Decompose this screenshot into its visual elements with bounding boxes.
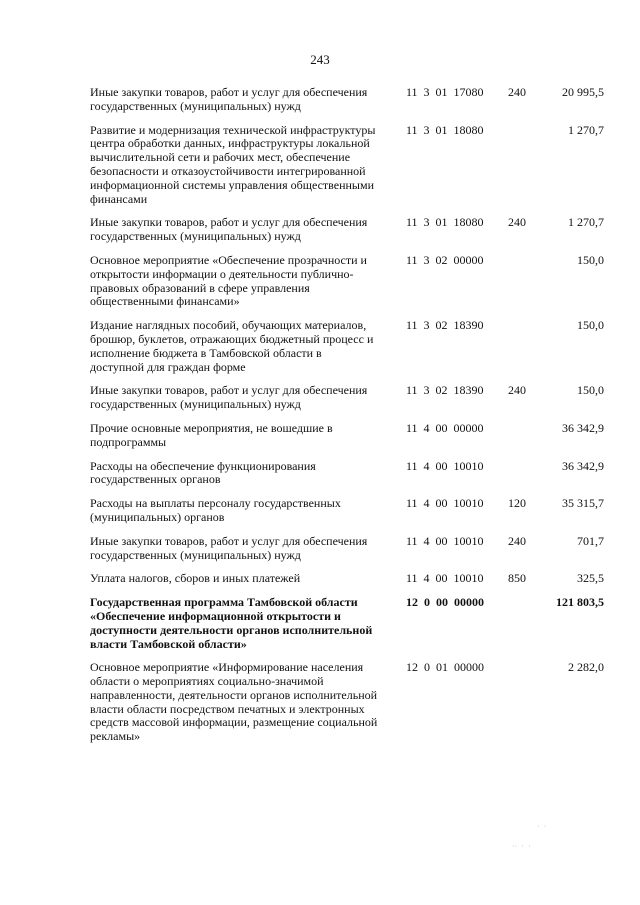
row-code: 11 4 00 10010 [406,458,484,473]
row-description: Расходы на обеспечение функционирования государственных органов [90,458,316,487]
row-description: Государственная программа Тамбовской области «Обеспечение информационной открытости и доступности деятельности органов исполнительной власти Тамбовской области» [90,595,373,651]
row-expense-type: 240 [508,533,526,548]
row-code: 12 0 00 00000 [406,595,484,610]
row-amount: 35 315,7 [562,496,604,511]
row-amount: 1 270,7 [568,215,604,230]
row-description: Иные закупки товаров, работ и услуг для обеспечения государственных (муниципальных) нужд [90,215,368,244]
table-row [90,384,610,412]
row-description: Иные закупки товаров, работ и услуг для обеспечения государственных (муниципальных) нужд [90,383,368,412]
row-description: Развитие и модернизация технической инфраструктуры центра обработки данных, инфраструктуры локальной вычислительной сети и рабочих мест, обеспечение безопасности и отказоустойчивости интегрированной информационной системы управления общественными финансами [90,122,376,206]
table-row [90,254,610,309]
table-row [90,460,610,488]
scan-speck-decoration: · · [537,822,547,831]
row-amount: 121 803,5 [556,595,604,610]
table-row [90,216,610,244]
row-amount: 701,7 [577,533,604,548]
table-row-program-heading [90,596,610,651]
table-row [90,319,610,374]
row-amount: 150,0 [577,383,604,398]
budget-table [90,86,610,754]
row-description: Прочие основные мероприятия, не вошедшие в подпрограммы [90,420,333,449]
table-row [90,86,610,114]
page-number: 243 [310,52,330,67]
row-description: Расходы на выплаты персоналу государственных (муниципальных) органов [90,496,341,524]
row-code: 11 3 01 17080 [406,85,484,99]
row-expense-type: 240 [508,383,526,398]
row-expense-type: 120 [508,496,526,511]
row-code: 11 3 02 18390 [406,318,484,333]
row-amount: 325,5 [577,571,604,586]
row-code: 11 3 01 18080 [406,215,484,230]
row-code: 12 0 01 00000 [406,660,484,675]
row-code: 11 4 00 10010 [406,496,484,511]
row-amount: 20 995,5 [562,85,604,99]
table-row [90,535,610,563]
row-expense-type: 240 [508,85,526,99]
row-amount: 2 282,0 [568,660,604,675]
row-expense-type: 850 [508,571,526,586]
row-code: 11 3 01 18080 [406,122,484,137]
row-amount: 36 342,9 [562,420,604,435]
row-code: 11 3 02 18390 [406,383,484,398]
row-description: Основное мероприятие «Обеспечение прозрачности и открытости информации о деятельности публично-правовых образований в сфере управления общественными финансами» [90,252,367,309]
row-description: Уплата налогов, сборов и иных платежей [90,571,301,586]
row-amount: 150,0 [577,252,604,267]
row-amount: 1 270,7 [568,122,604,137]
scan-speck-decoration: ·· · · [512,842,531,851]
table-row [90,124,610,207]
table-row [90,661,610,744]
table-row [90,422,610,450]
row-expense-type: 240 [508,215,526,230]
row-code: 11 4 00 10010 [406,571,484,586]
row-description: Издание наглядных пособий, обучающих материалов, брошюр, буклетов, отражающих бюджетный процесс и исполнение бюджета в Тамбовской области в доступной для граждан форме [90,318,374,374]
table-row [90,497,610,525]
row-code: 11 3 02 00000 [406,252,484,267]
row-code: 11 4 00 10010 [406,533,484,548]
row-amount: 36 342,9 [562,458,604,473]
table-row [90,572,610,586]
row-description: Иные закупки товаров, работ и услуг для обеспечения государственных (муниципальных) нужд [90,533,368,562]
row-description: Иные закупки товаров, работ и услуг для обеспечения государственных (муниципальных) нужд [90,85,368,113]
row-amount: 150,0 [577,318,604,333]
row-code: 11 4 00 00000 [406,420,484,435]
row-description: Основное мероприятие «Информирование населения области о мероприятиях социально-значимой направленности, деятельности органов исполнительной власти области посредством печатных и электронных средств массовой информации, размещение социальной рекламы» [90,660,378,744]
